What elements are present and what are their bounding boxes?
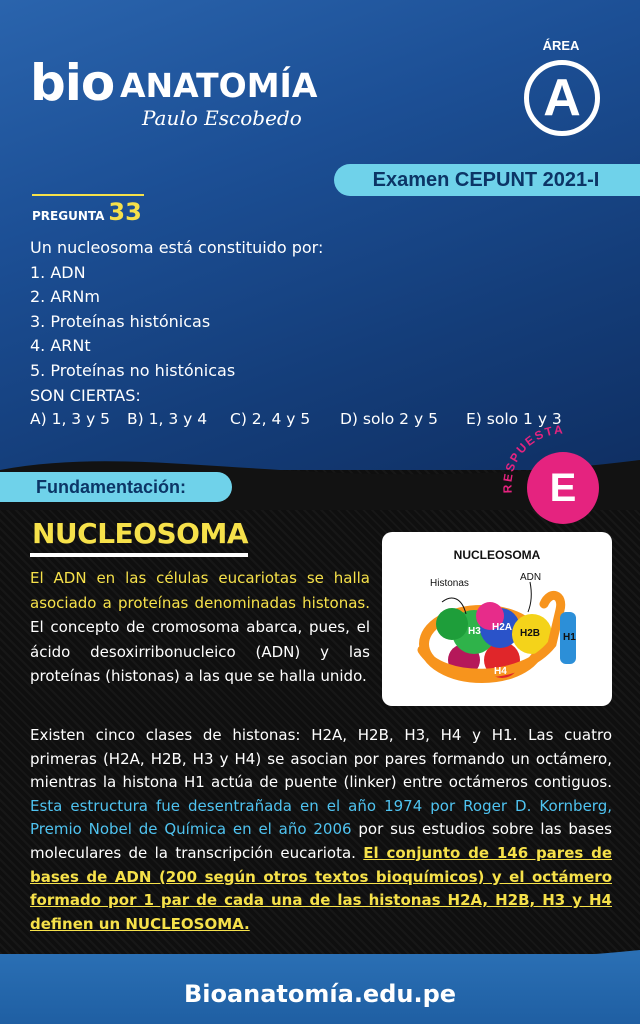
footer-website[interactable]: Bioanatomía.edu.pe bbox=[183, 980, 457, 1008]
question-item: 3. Proteínas histónicas bbox=[30, 311, 211, 331]
section-title: NUCLEOSOMA bbox=[32, 517, 248, 550]
brand-logo bbox=[30, 52, 320, 142]
paragraph-main bbox=[30, 724, 612, 936]
option-e: E) solo 1 y 3 bbox=[466, 410, 562, 428]
main-text-mid: por sus estudios sobre las bases moleculares de la transcripción eucariota. bbox=[30, 820, 612, 862]
area-letter: A bbox=[543, 69, 581, 127]
question-body bbox=[30, 236, 323, 408]
figure-title: NUCLEOSOMA bbox=[453, 548, 541, 562]
logo-author-signature: Paulo Escobedo bbox=[142, 106, 302, 130]
answer-badge bbox=[527, 452, 599, 524]
label-h2b: H2B bbox=[520, 628, 541, 639]
question-stem: Un nucleosoma está constituido por: bbox=[30, 238, 324, 257]
question-word: PREGUNTA bbox=[32, 209, 105, 223]
answer-letter: E bbox=[549, 465, 577, 510]
question-label bbox=[32, 194, 144, 226]
intro-rest: El concepto de cromosoma abarca, pues, el ácido desoxirribonucleico (ADN) y las proteínas (histonas) a las que se halla unido. bbox=[30, 618, 370, 685]
fundamentacion-label: Fundamentación: bbox=[36, 477, 187, 497]
nucleosome-figure bbox=[382, 532, 612, 706]
label-adn: ADN bbox=[520, 572, 542, 583]
question-item: 2. ARNm bbox=[30, 287, 100, 307]
option-c: C) 2, 4 y 5 bbox=[230, 410, 311, 428]
label-histonas: Histonas bbox=[430, 578, 469, 589]
option-b: B) 1, 3 y 4 bbox=[127, 410, 208, 428]
option-d: D) solo 2 y 5 bbox=[340, 410, 438, 428]
option-a: A) 1, 3 y 5 bbox=[30, 410, 111, 428]
intro-highlight: El ADN en las células eucariotas se halla asociado a proteínas denominadas histonas. bbox=[30, 569, 370, 612]
exam-title: Examen CEPUNT 2021-I bbox=[372, 169, 600, 191]
main-text-highlight: El conjunto de 146 pares de bases de ADN (200 según otros textos bioquímicos) y el octámero formado por 1 par de cada una de las histonas H2A, H2B, H3 y H4 definen un NUCLEOSOMA. bbox=[30, 843, 613, 933]
title-underline bbox=[30, 553, 248, 557]
question-item: 5. Proteínas no histónicas bbox=[30, 360, 236, 380]
question-number: 33 bbox=[108, 198, 142, 226]
question-item: 1. ADN bbox=[30, 262, 86, 282]
answer-label: RESPUESTA bbox=[500, 425, 566, 494]
area-badge bbox=[524, 60, 600, 136]
label-h2a: H2A bbox=[492, 622, 513, 633]
area-label: ÁREA bbox=[542, 38, 580, 53]
logo-anatomia-text: ANATOMÍA bbox=[120, 66, 318, 105]
logo-bio-text: bio bbox=[30, 54, 115, 112]
label-h4: H4 bbox=[494, 666, 507, 677]
main-text-cyan: Esta estructura fue desentrañada en el año 1974 por Roger D. Kornberg, Premio Nobel de Química en el año 2006 bbox=[30, 796, 612, 839]
main-text-start: Existen cinco clases de histonas: H2A, H2B, H3, H4 y H1. Las cuatro primeras (H2A, H2B, H3 y H4) se asocian por pares formando un octámero, mientras la histona H1 actúa de puente (linker) entre octámeros contiguos. bbox=[30, 726, 612, 792]
label-h1: H1 bbox=[563, 632, 576, 643]
paragraph-intro bbox=[30, 566, 370, 689]
question-item: 4. ARNt bbox=[30, 336, 91, 356]
label-h3: H3 bbox=[468, 626, 481, 637]
question-instruction: SON CIERTAS: bbox=[30, 385, 141, 405]
